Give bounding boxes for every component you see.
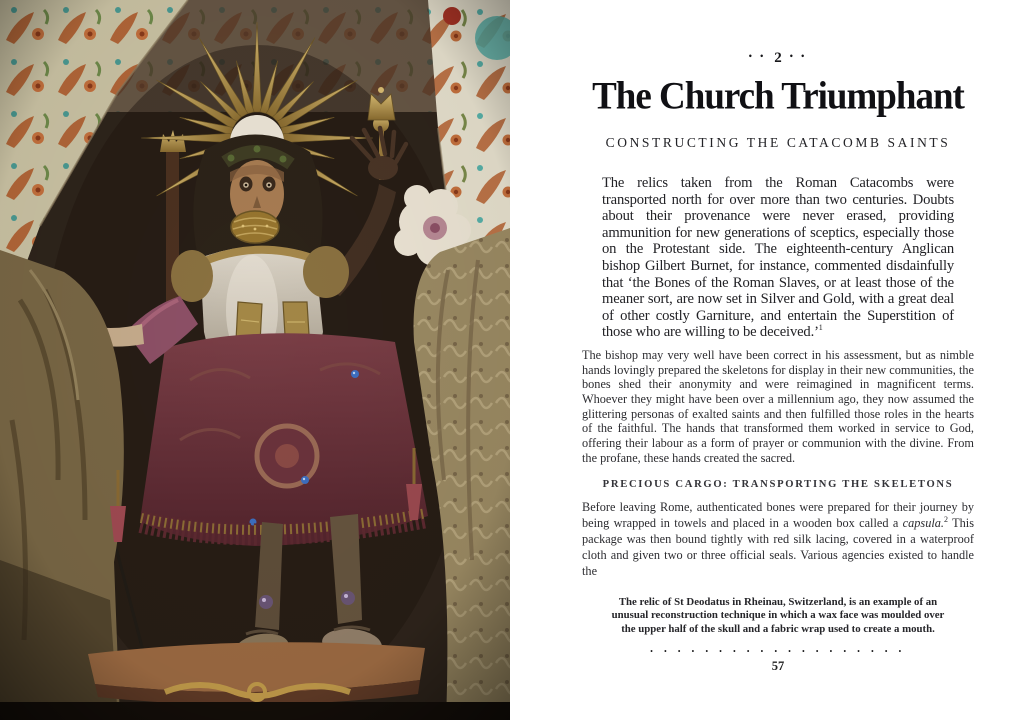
- chapter-number-ornament: [582, 50, 974, 67]
- second-paragraph: The bishop may very well have been correct in his assessment, but as nimble hands lovingly prepared the skeletons for display in their new communities, the bones shed their anonymity and were reimagined in magnificent terms. Whoever they might have been over a millennium ago, they now assumed the glittering personas of exalted saints and then fulfilled those roles in the hearts of the faithful. The hands that transformed them worked in service to God, offering their labour as a form of prayer or communion with the divine. From the profane, these hands created the sacred.: [582, 347, 974, 465]
- footnote-marker-1: 1: [818, 323, 823, 333]
- right-page: [510, 0, 1020, 720]
- page-number: 57: [771, 659, 785, 674]
- text-column: [582, 0, 974, 674]
- dotted-divider: • • • • • • • • • • • • • • • • • • •: [650, 647, 906, 657]
- chapter-title: The Church Triumphant: [592, 74, 964, 119]
- section-heading: PRECIOUS CARGO: TRANSPORTING THE SKELETONS: [602, 478, 954, 490]
- opening-paragraph-text: The relics taken from the Roman Catacombs were transported north for over more than two centuries. Doubts about their provenance were never erased, providing ammunition for new generations of sceptics, especially those on the Protestant side. The eighteenth-century Anglican bishop Gilbert Burnet, for instance, commented disdainfully that ‘the Bones of the Roman Slaves, or at least those of the meaner sort, are now set in Silver and Gold, with a great deal of other costly Garniture, and entertain the Superstition of those who are willing to be deceived.’: [602, 175, 954, 341]
- capsula-italic-term: capsula.: [902, 515, 944, 530]
- chapter-dots-right: • •: [789, 51, 808, 61]
- third-paragraph-end: This package was then bound tightly with red silk lacing, covered in a waterproof cloth and given two or three official seals. Various agencies existed to handle the: [582, 515, 974, 579]
- chapter-dots-left: • •: [748, 51, 767, 61]
- third-paragraph: [582, 499, 974, 580]
- footnote-marker-2: 2: [944, 514, 948, 524]
- opening-paragraph: [602, 175, 954, 341]
- photo-caption: The relic of St Deodatus in Rheinau, Switzerland, is an example of an unusual reconstruction technique in which a wax face was moulded over the upper half of the skull and a fabric wrap used to create a mouth.: [611, 595, 945, 635]
- chapter-number: 2: [774, 50, 782, 66]
- chapter-subtitle: CONSTRUCTING THE CATACOMB SAINTS: [605, 135, 951, 150]
- third-paragraph-start: Before leaving Rome, authenticated bones were prepared for their journey by being wrapped in towels and placed in a wooden box called a: [582, 499, 974, 530]
